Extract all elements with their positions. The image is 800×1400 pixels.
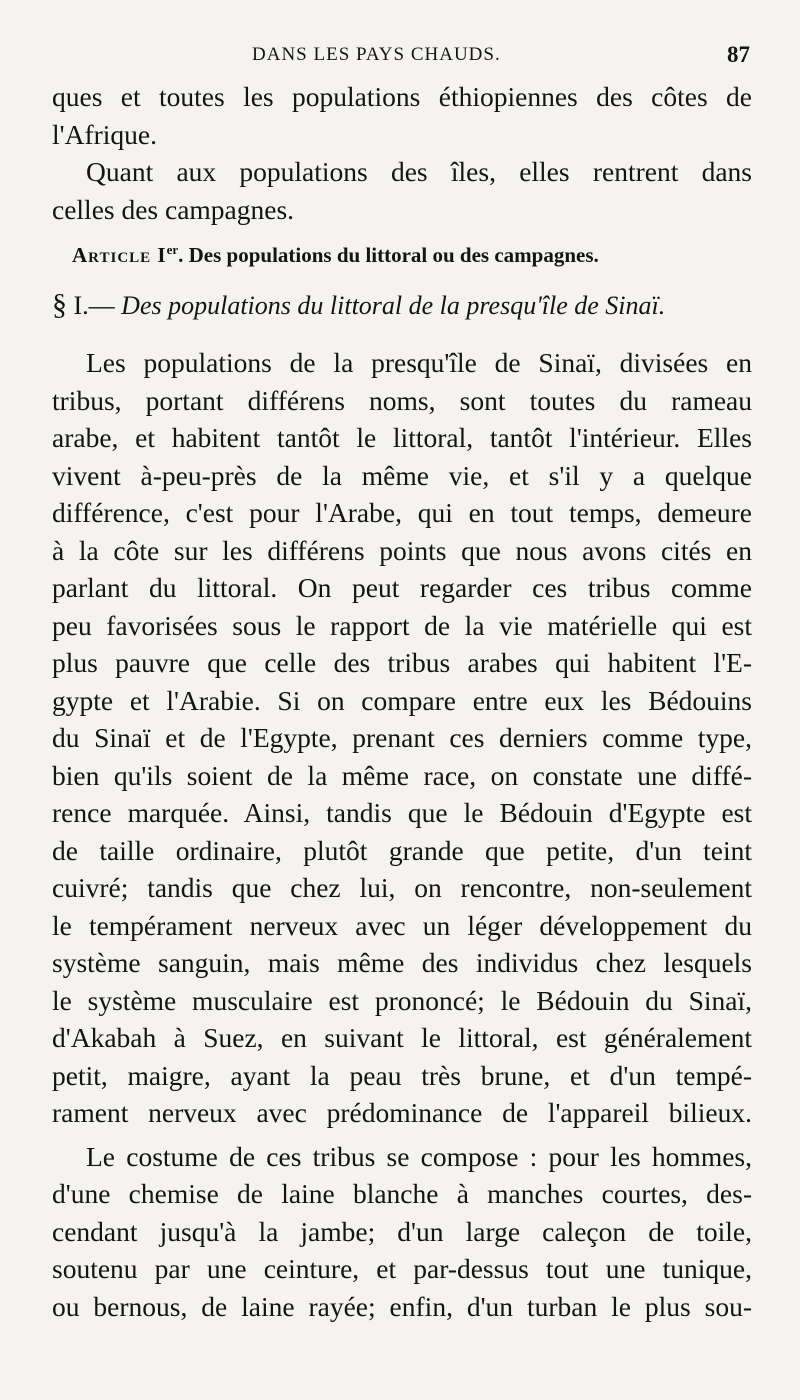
- text-line: plus pauvre que celle des tribus arabes qui habitent l'E-: [52, 647, 752, 678]
- text-line: d'une chemise de laine blanche à manches courtes, des-: [52, 1178, 752, 1209]
- page-number: 87: [727, 42, 750, 67]
- text-line: le système musculaire est prononcé; le Bédouin du Sinaï,: [52, 984, 752, 1016]
- text-line: du Sinaï et de l'Egypte, prenant ces derniers comme type,: [52, 722, 752, 753]
- text-line: cendant jusqu'à la jambe; d'un large caleçon de toile,: [52, 1215, 752, 1247]
- text-line: rament nerveux avec prédominance de l'appareil bilieux.: [52, 1097, 752, 1128]
- section-title: Des populations du littoral de la presqu'île de Sinaï.: [121, 291, 666, 320]
- intro-block: [52, 78, 752, 228]
- text-line: soutenu par une ceinture, et par-dessus tout une tunique,: [52, 1253, 752, 1284]
- text-line: d'Akabah à Suez, en suivant le littoral, est généralement: [52, 1022, 752, 1053]
- text-line: ques et toutes les populations éthiopiennes des côtes de: [52, 81, 752, 112]
- article-label: Article I: [72, 243, 167, 267]
- paragraph-2: [52, 1138, 752, 1326]
- paragraph-1: [52, 344, 752, 1132]
- text-line: arabe, et habitent tantôt le littoral, tantôt l'intérieur. Elles: [52, 422, 752, 453]
- text-line: petit, maigre, ayant la peau très brune, et d'un tempé-: [52, 1059, 752, 1091]
- text-line: cuivré; tandis que chez lui, on rencontre, non-seulement: [52, 872, 752, 903]
- text-line: différence, c'est pour l'Arabe, qui en tout temps, demeure: [52, 497, 752, 528]
- text-line: gypte et l'Arabie. Si on compare entre eux les Bédouins: [52, 684, 752, 716]
- running-head: [52, 38, 752, 78]
- text-line: système sanguin, mais même des individus chez lesquels: [52, 947, 752, 978]
- section-number: I.—: [73, 291, 115, 320]
- text-line: bien qu'ils soient de la même race, on constate une diffé-: [52, 759, 752, 791]
- text-line: l'Afrique.: [52, 118, 157, 150]
- book-page: [52, 38, 752, 1325]
- text-line: vivent à-peu-près de la même vie, et s'il y a quelque: [52, 459, 752, 491]
- text-line: peu favorisées sous le rapport de la vie matérielle qui est: [52, 609, 752, 641]
- text-line: à la côte sur les différens points que nous avons cités en: [52, 534, 752, 566]
- section-symbol: §: [52, 288, 67, 321]
- text-line: parlant du littoral. On peut regarder ces tribus comme: [52, 572, 752, 603]
- text-line: Quant aux populations des îles, elles rentrent dans: [86, 156, 752, 187]
- running-title: DANS LES PAYS CHAUDS.: [252, 44, 501, 65]
- article-label-sup: er: [166, 242, 179, 257]
- text-line: Le costume de ces tribus se compose : pour les hommes,: [86, 1140, 752, 1172]
- section-heading: [52, 288, 752, 338]
- article-heading: [52, 242, 752, 284]
- text-line: ou bernous, de laine rayée; enfin, d'un turban le plus sou-: [52, 1290, 752, 1322]
- text-line: rence marquée. Ainsi, tandis que le Bédouin d'Egypte est: [52, 797, 752, 828]
- article-title: . Des populations du littoral ou des campagnes.: [178, 243, 599, 267]
- text-line: tribus, portant différens noms, sont toutes du rameau: [52, 384, 752, 416]
- text-line: Les populations de la presqu'île de Sinaï, divisées en: [86, 347, 752, 378]
- text-line: de taille ordinaire, plutôt grande que petite, d'un teint: [52, 834, 752, 866]
- text-line: celles des campagnes.: [52, 193, 295, 225]
- text-line: le tempérament nerveux avec un léger développement du: [52, 909, 752, 941]
